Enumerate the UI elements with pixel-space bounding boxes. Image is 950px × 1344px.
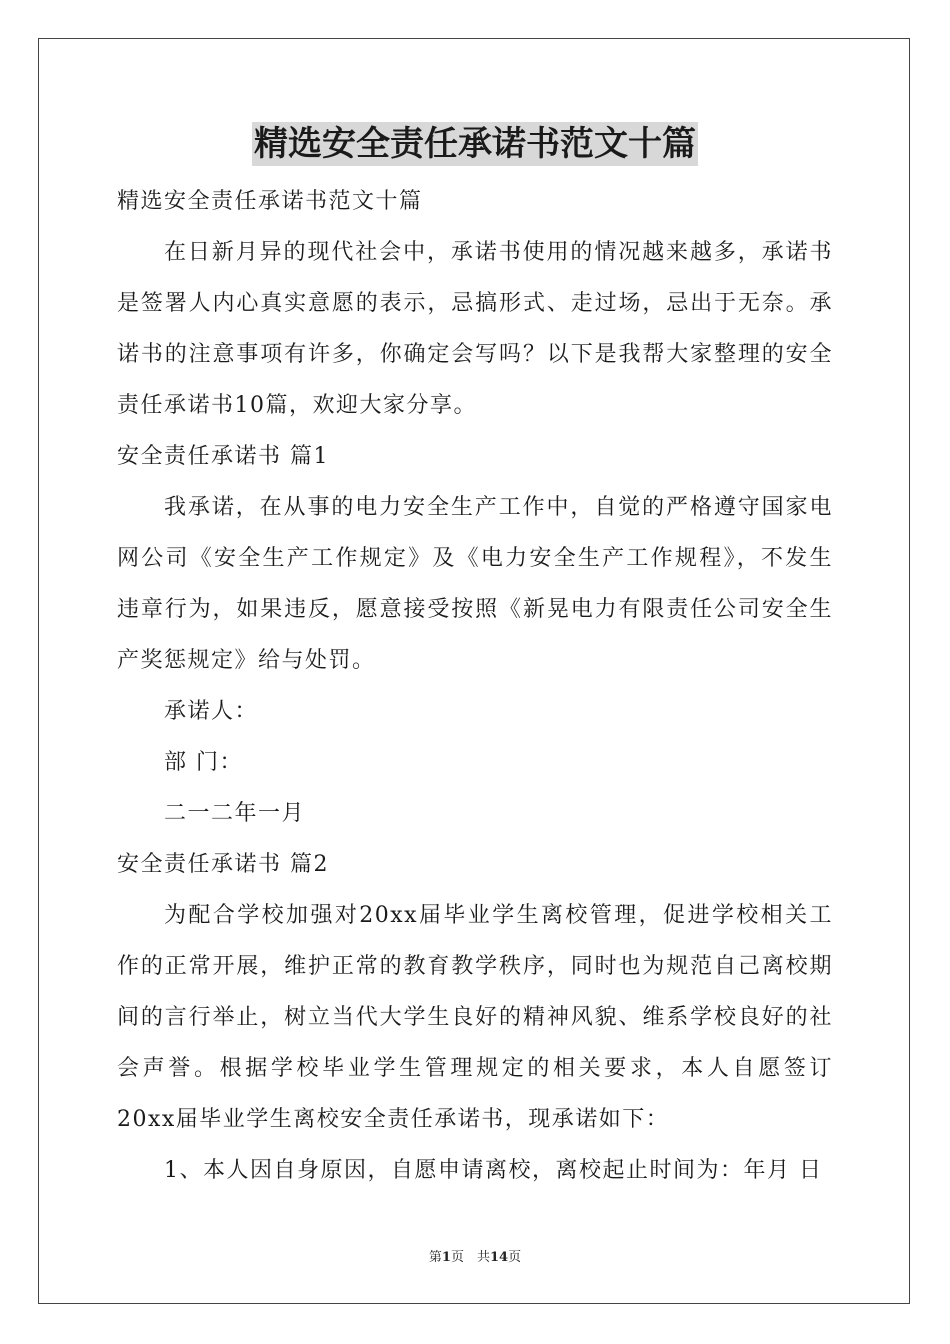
title-wrap: [0, 122, 950, 166]
page-title: 精选安全责任承诺书范文十篇: [254, 124, 696, 164]
footer-mid: 页 共: [450, 1250, 490, 1265]
total-pages-number: 14: [489, 1250, 509, 1265]
paragraph: 精选安全责任承诺书范文十篇: [117, 189, 423, 214]
section-heading: 安全责任承诺书 篇1: [117, 444, 329, 469]
paragraph: 为配合学校加强对20xx届毕业学生离校管理，促进学校相关工作的正常开展，维护正常的教育教学秩序，同时也为规范自己离校期间的言行举止，树立当代大学生良好的精神风貌、维系学校良好的社会声誉。根据学校毕业学生管理规定的相关要求，本人自愿签订20xx届毕业学生离校安全责任承诺书，现承诺如下：: [117, 903, 833, 1132]
paragraph: 我承诺，在从事的电力安全生产工作中，自觉的严格遵守国家电网公司《安全生产工作规定》及《电力安全生产工作规程》，不发生违章行为，如果违反，愿意接受按照《新晃电力有限责任公司安全生产奖惩规定》给与处罚。: [117, 495, 833, 673]
paragraph: 1、本人因自身原因，自愿申请离校，离校起止时间为：年月 日: [164, 1158, 823, 1183]
footer-suffix: 页: [508, 1250, 522, 1265]
paragraph: 在日新月异的现代社会中，承诺书使用的情况越来越多，承诺书是签署人内心真实意愿的表示，忌搞形式、走过场，忌出于无奈。承诺书的注意事项有许多，你确定会写吗？以下是我帮大家整理的安全责任承诺书10篇，欢迎大家分享。: [117, 240, 833, 418]
department-line: 部 门：: [164, 750, 243, 775]
date-line: 二一二年一月: [164, 801, 306, 826]
footer-prefix: 第: [428, 1250, 442, 1265]
signature-line: 承诺人：: [164, 699, 259, 724]
current-page-number: 1: [441, 1250, 451, 1265]
page-footer: [0, 1246, 950, 1265]
section-heading: 安全责任承诺书 篇2: [117, 852, 329, 877]
document-body: [117, 176, 833, 1196]
